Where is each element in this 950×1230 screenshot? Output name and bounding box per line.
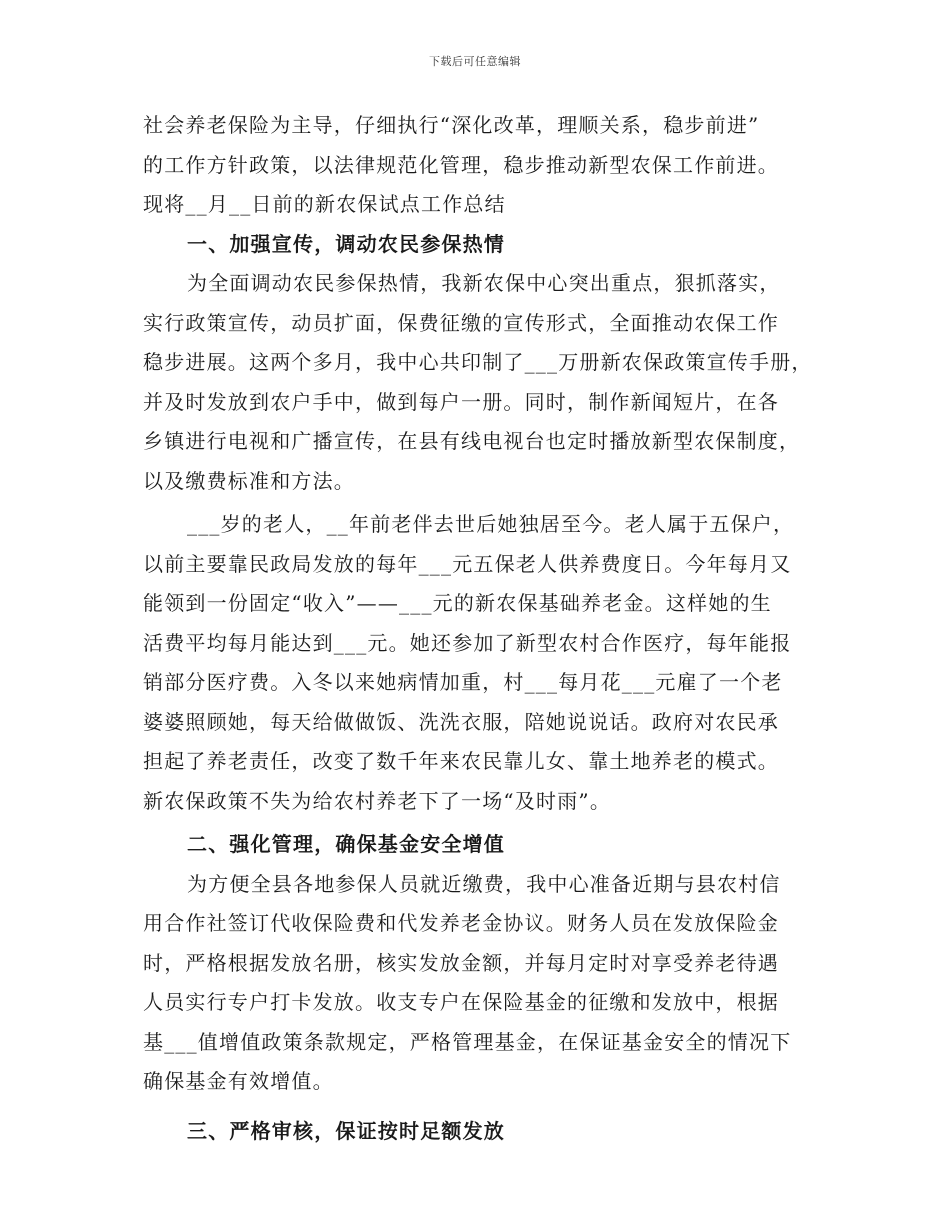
paragraph-start: 为方便全县各地参保人员就近缴费，我中心准备近期与县农村信 bbox=[187, 871, 781, 896]
document-body bbox=[143, 106, 815, 1151]
text-line: 用合作社签订代收保险费和代发养老金协议。财务人员在发放保险金 bbox=[143, 911, 779, 935]
text-line: 乡镇进行电视和广播宣传，在县有线电视台也定时播放新型农保制度， bbox=[143, 429, 801, 453]
text-line: 以前主要靠民政局发放的每年___元五保老人供养费度日。今年每月又 bbox=[143, 551, 792, 576]
text-line: 以及缴费标准和方法。 bbox=[143, 468, 355, 493]
text-line: 确保基金有效增值。 bbox=[143, 1069, 334, 1093]
text-line: 销部分医疗费。入冬以来她病情加重，村___每月花___元雇了一个老 bbox=[143, 670, 783, 694]
paragraph-start: 为全面调动农民参保热情，我新农保中心突出重点，狠抓落实， bbox=[187, 271, 781, 295]
section-heading-2: 二、强化管理，确保基金安全增值 bbox=[187, 832, 505, 856]
text-line: 现将__月__日前的新农保试点工作总结 bbox=[143, 192, 506, 216]
section-heading-3: 三、严格审核，保证按时足额发放 bbox=[187, 1118, 505, 1143]
text-line: 人员实行专户打卡发放。收支专户在保险基金的征缴和发放中，根据 bbox=[143, 990, 779, 1014]
text-line: 并及时发放到农户手中，做到每户一册。同时，制作新闻短片，在各 bbox=[143, 389, 779, 414]
header-note: 下载后可任意编辑 bbox=[429, 55, 521, 68]
section-heading-1: 一、加强宣传，调动农民参保热情 bbox=[187, 231, 505, 256]
text-line: 稳步进展。这两个多月，我中心共印制了___万册新农保政策宣传手册， bbox=[143, 350, 813, 374]
text-line: 的工作方针政策，以法律规范化管理，稳步推动新型农保工作前进。 bbox=[143, 152, 779, 177]
text-line: 实行政策宣传，动员扩面，保费征缴的宣传形式，全面推动农保工作 bbox=[143, 310, 779, 335]
text-line: 时，严格根据发放名册，核实发放金额，并每月定时对享受养老待遇 bbox=[143, 950, 779, 975]
text-line: 婆婆照顾她，每天给做做饭、洗洗衣服，陪她说说话。政府对农民承 bbox=[143, 709, 779, 734]
text-line: 活费平均每月能达到___元。她还参加了新型农村合作医疗，每年能报 bbox=[143, 630, 792, 655]
text-line: 社会养老保险为主导，仔细执行“深化改革，理顺关系，稳步前进” bbox=[143, 113, 760, 137]
text-line: 担起了养老责任，改变了数千年来农民靠儿女、靠土地养老的模式。 bbox=[143, 749, 779, 773]
text-line: 新农保政策不失为给农村养老下了一场“及时雨”。 bbox=[143, 788, 612, 813]
text-line: 能领到一份固定“收入”——___元的新农保基础养老金。这样她的生 bbox=[143, 591, 772, 615]
text-line: 基___值增值政策条款规定，严格管理基金，在保证基金安全的情况下 bbox=[143, 1029, 792, 1054]
paragraph-start: ___岁的老人，__年前老伴去世后她独居至今。老人属于五保户， bbox=[187, 512, 795, 536]
